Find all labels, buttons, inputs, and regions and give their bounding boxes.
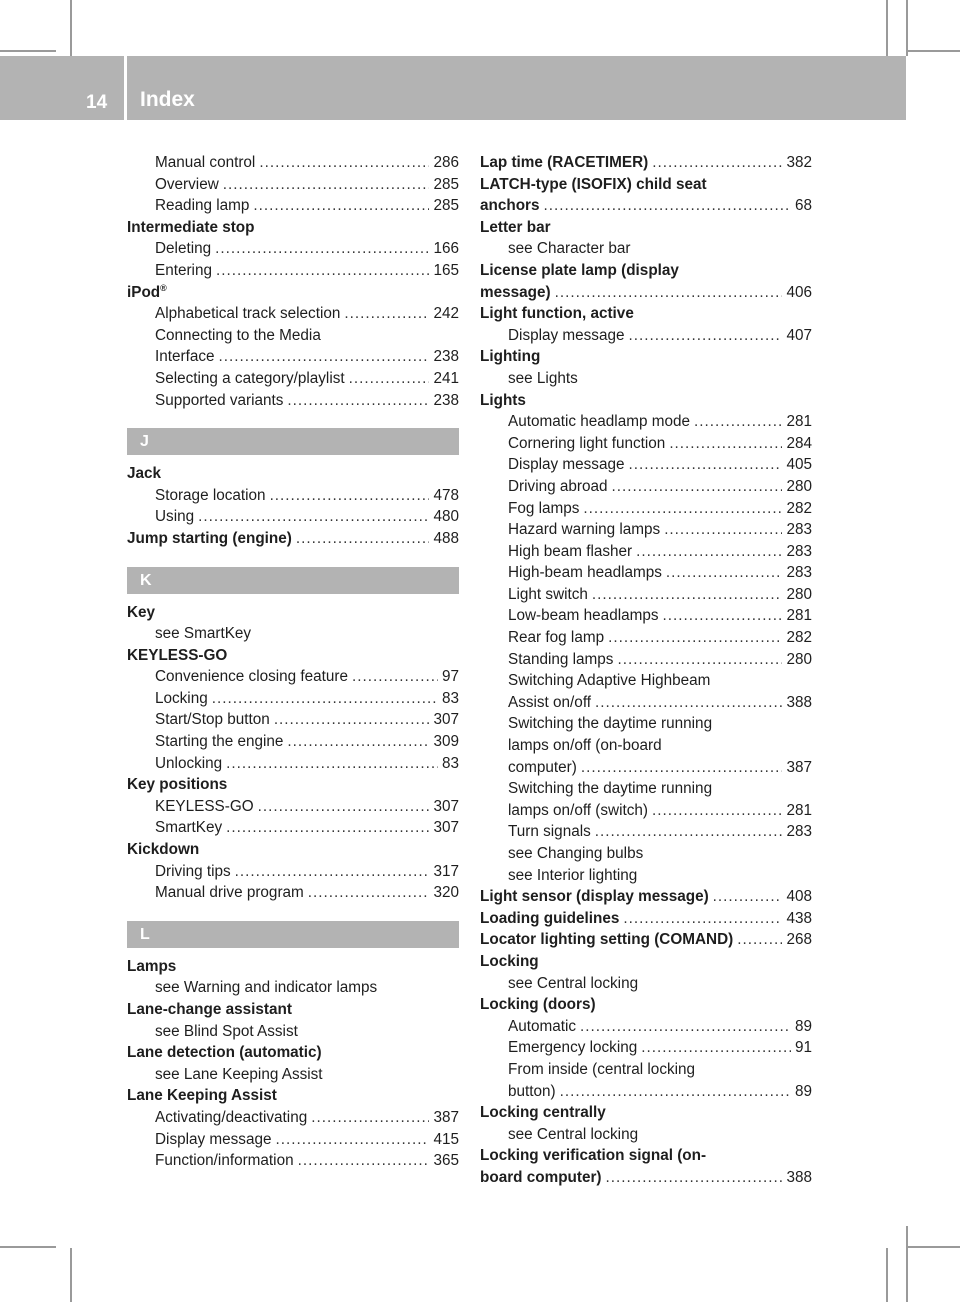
leader-dots xyxy=(198,506,429,528)
entry-page: 83 xyxy=(441,689,459,707)
entry-label: message) xyxy=(480,283,551,301)
entry-label: Locking xyxy=(155,689,208,707)
entry-page: 480 xyxy=(433,508,459,526)
leader-dots xyxy=(344,303,429,325)
entry-label: Function/information xyxy=(155,1152,294,1170)
leader-dots xyxy=(628,454,782,476)
entry-label: Low-beam headlamps xyxy=(508,607,659,625)
index-heading: Key xyxy=(127,603,156,621)
leader-dots xyxy=(560,1081,791,1103)
entry-label: Entering xyxy=(155,261,212,279)
index-entry[interactable] xyxy=(480,757,812,779)
index-entry[interactable] xyxy=(480,152,812,174)
header-separator xyxy=(124,56,127,120)
index-entry[interactable] xyxy=(127,861,459,883)
index-entry[interactable] xyxy=(480,692,812,714)
entry-label: button) xyxy=(508,1082,556,1100)
entry-label: Assist on/off xyxy=(508,693,592,711)
index-entry[interactable] xyxy=(480,195,812,217)
leader-dots xyxy=(253,195,429,217)
entry-page: 307 xyxy=(433,819,459,837)
index-column-left xyxy=(127,152,459,1172)
index-entry-text: Switching the daytime running xyxy=(508,780,713,798)
index-entry[interactable] xyxy=(127,368,459,390)
crop-mark xyxy=(906,1246,960,1248)
entry-label: Jump starting (engine) xyxy=(127,529,292,547)
entry-page: 285 xyxy=(433,175,459,193)
index-heading: Jack xyxy=(127,465,162,483)
entry-page: 283 xyxy=(786,542,812,560)
index-heading: Intermediate stop xyxy=(127,218,255,236)
index-entry[interactable] xyxy=(480,1081,812,1103)
leader-dots xyxy=(298,1150,430,1172)
entry-page: 406 xyxy=(786,283,812,301)
index-entry[interactable] xyxy=(127,666,459,688)
index-entry[interactable] xyxy=(127,731,459,753)
entry-page: 286 xyxy=(433,154,459,171)
index-entry[interactable] xyxy=(127,303,459,325)
leader-dots xyxy=(555,282,783,304)
index-entry[interactable] xyxy=(127,506,459,528)
entry-page: 97 xyxy=(441,668,459,686)
entry-label: Driving tips xyxy=(155,862,231,880)
entry-page: 238 xyxy=(433,348,459,366)
entry-page: 68 xyxy=(794,197,812,215)
entry-label: KEYLESS-GO xyxy=(155,797,254,815)
leader-dots xyxy=(617,649,782,671)
entry-page: 268 xyxy=(786,931,812,949)
entry-label: Reading lamp xyxy=(155,197,250,215)
leader-dots xyxy=(275,1129,429,1151)
entry-page: 488 xyxy=(433,529,459,547)
index-entry[interactable] xyxy=(127,709,459,731)
crop-mark xyxy=(906,50,960,52)
index-entry-text: Switching Adaptive Highbeam xyxy=(508,672,711,690)
index-heading: Lane Keeping Assist xyxy=(127,1087,277,1105)
leader-dots xyxy=(595,692,782,714)
entry-page: 166 xyxy=(433,240,459,258)
index-entry[interactable] xyxy=(127,1107,459,1129)
see-reference[interactable]: see Central locking xyxy=(508,974,639,992)
entry-label: Rear fog lamp xyxy=(508,629,605,647)
index-entry-text: Switching the daytime running xyxy=(508,715,713,733)
entry-page: 405 xyxy=(786,456,812,474)
index-column-right xyxy=(480,152,812,1189)
entry-label: High beam flasher xyxy=(508,542,633,560)
entry-page: 388 xyxy=(786,1168,812,1186)
section-title: Index xyxy=(140,88,195,111)
index-heading: Letter bar xyxy=(480,218,551,236)
leader-dots xyxy=(270,485,430,507)
entry-page: 280 xyxy=(786,585,812,603)
see-reference[interactable]: see Lane Keeping Assist xyxy=(155,1065,323,1083)
index-entry[interactable] xyxy=(480,433,812,455)
leader-dots xyxy=(713,886,783,908)
letter-bar-j: J xyxy=(127,428,459,455)
page-number: 14 xyxy=(86,92,108,113)
leader-dots xyxy=(544,195,791,217)
entry-page: 280 xyxy=(786,477,812,495)
index-entry[interactable] xyxy=(480,886,812,908)
leader-dots xyxy=(623,908,782,930)
leader-dots xyxy=(737,929,782,951)
leader-dots xyxy=(664,519,782,541)
entry-label: High-beam headlamps xyxy=(508,564,662,582)
index-entry[interactable] xyxy=(480,800,812,822)
leader-dots xyxy=(223,174,430,196)
see-reference[interactable]: see SmartKey xyxy=(155,625,252,643)
entry-page: 242 xyxy=(433,305,459,323)
entry-label: Starting the engine xyxy=(155,733,284,751)
index-entry[interactable] xyxy=(127,174,459,196)
index-entry[interactable] xyxy=(127,688,459,710)
leader-dots xyxy=(694,411,783,433)
leader-dots xyxy=(226,753,438,775)
entry-page: 165 xyxy=(433,261,459,279)
entry-page: 285 xyxy=(433,197,459,215)
entry-label: Automatic headlamp mode xyxy=(508,413,690,431)
leader-dots xyxy=(349,368,430,390)
index-heading: Kickdown xyxy=(127,841,200,859)
index-entry[interactable] xyxy=(127,1129,459,1151)
index-heading: Locking verification signal (on- xyxy=(480,1147,707,1165)
entry-page: 478 xyxy=(433,486,459,504)
entry-label: Cornering light function xyxy=(508,434,666,452)
crop-mark xyxy=(886,0,888,56)
entry-label: Unlocking xyxy=(155,754,223,772)
leader-dots xyxy=(274,709,430,731)
index-entry[interactable] xyxy=(480,325,812,347)
entry-label: Display message xyxy=(155,1130,272,1148)
index-entry[interactable] xyxy=(480,541,812,563)
registered-mark: ® xyxy=(160,282,167,293)
entry-page: 280 xyxy=(786,650,812,668)
index-heading: LATCH-type (ISOFIX) child seat xyxy=(480,175,707,193)
see-reference[interactable]: see Character bar xyxy=(508,240,631,258)
entry-label: Standing lamps xyxy=(508,650,614,668)
entry-label: computer) xyxy=(508,758,577,776)
index-entry[interactable] xyxy=(127,346,459,368)
index-entry[interactable] xyxy=(127,882,459,904)
entry-page: 309 xyxy=(433,733,459,751)
index-heading: Key positions xyxy=(127,776,228,794)
index-heading: Lighting xyxy=(480,348,541,366)
entry-page: 317 xyxy=(433,862,459,880)
leader-dots xyxy=(215,238,429,260)
leader-dots xyxy=(581,757,783,779)
leader-dots xyxy=(235,861,430,883)
entry-label: Light sensor (display message) xyxy=(480,888,709,906)
entry-page: 365 xyxy=(433,1152,459,1170)
leader-dots xyxy=(595,821,783,843)
leader-dots xyxy=(611,476,782,498)
index-heading: Lane detection (automatic) xyxy=(127,1044,322,1062)
index-entry[interactable] xyxy=(480,584,812,606)
entry-label: Light switch xyxy=(508,585,588,603)
entry-label: Overview xyxy=(155,175,219,193)
entry-label: Turn signals xyxy=(508,823,591,841)
index-entry[interactable] xyxy=(480,411,812,433)
index-entry[interactable] xyxy=(127,1150,459,1172)
index-entry[interactable] xyxy=(480,562,812,584)
leader-dots xyxy=(311,1107,429,1129)
index-entry[interactable] xyxy=(480,476,812,498)
entry-label: Selecting a category/playlist xyxy=(155,369,345,387)
entry-page: 281 xyxy=(786,607,812,625)
leader-dots xyxy=(663,605,783,627)
leader-dots xyxy=(628,325,782,347)
entry-page: 283 xyxy=(786,823,812,841)
index-entry[interactable] xyxy=(127,260,459,282)
index-entry[interactable] xyxy=(480,929,812,951)
index-entry-text: From inside (central locking xyxy=(508,1060,696,1078)
entry-label: Storage location xyxy=(155,486,266,504)
index-entry[interactable] xyxy=(480,821,812,843)
entry-page: 307 xyxy=(433,797,459,815)
crop-mark xyxy=(70,0,72,56)
entry-label: Activating/deactivating xyxy=(155,1108,308,1126)
leader-dots xyxy=(219,346,430,368)
entry-label: Manual drive program xyxy=(155,884,304,902)
index-entry[interactable] xyxy=(480,908,812,930)
index-heading xyxy=(127,282,459,304)
index-heading: Lights xyxy=(480,391,526,409)
entry-page: 282 xyxy=(786,499,812,517)
index-entry[interactable] xyxy=(127,817,459,839)
leader-dots xyxy=(608,627,782,649)
index-entry[interactable] xyxy=(480,649,812,671)
see-reference[interactable]: see Interior lighting xyxy=(508,866,638,884)
entry-page: 415 xyxy=(433,1130,459,1148)
entry-page: 89 xyxy=(794,1082,812,1100)
leader-dots xyxy=(592,584,783,606)
entry-label: Alphabetical track selection xyxy=(155,305,341,323)
leader-dots xyxy=(583,498,782,520)
leader-dots xyxy=(212,688,438,710)
crop-mark xyxy=(906,1226,908,1302)
index-entry[interactable] xyxy=(480,1016,812,1038)
entry-page: 283 xyxy=(786,521,812,539)
entry-page: 281 xyxy=(786,413,812,431)
leader-dots xyxy=(669,433,782,455)
entry-label: board computer) xyxy=(480,1168,602,1186)
entry-page: 282 xyxy=(786,629,812,647)
entry-page: 281 xyxy=(786,801,812,819)
index-entry[interactable] xyxy=(127,796,459,818)
leader-dots xyxy=(287,731,429,753)
entry-page: 388 xyxy=(786,693,812,711)
index-entry[interactable] xyxy=(127,195,459,217)
entry-page: 83 xyxy=(441,754,459,772)
entry-page: 238 xyxy=(433,391,459,409)
entry-label: Fog lamps xyxy=(508,499,580,517)
entry-page: 408 xyxy=(786,888,812,906)
crop-mark xyxy=(886,1248,888,1302)
letter-bar-k: K xyxy=(127,567,459,594)
leader-dots xyxy=(287,390,429,412)
index-entry[interactable] xyxy=(127,528,459,550)
entry-page: 438 xyxy=(786,909,812,927)
entry-label: Convenience closing feature xyxy=(155,668,349,686)
entry-page: 387 xyxy=(786,758,812,776)
entry-label: Driving abroad xyxy=(508,477,608,495)
leader-dots xyxy=(652,800,782,822)
leader-dots xyxy=(636,541,782,563)
entry-label: Manual control xyxy=(155,154,256,171)
index-entry[interactable] xyxy=(480,1167,812,1189)
leader-dots xyxy=(216,260,429,282)
index-heading: Light function, active xyxy=(480,305,634,323)
leader-dots xyxy=(258,796,430,818)
index-entry[interactable] xyxy=(480,1037,812,1059)
entry-page: 284 xyxy=(786,434,812,452)
leader-dots xyxy=(352,666,438,688)
index-entry-text: lamps on/off (on-board xyxy=(508,737,662,755)
index-heading: Locking centrally xyxy=(480,1104,606,1122)
index-entry[interactable] xyxy=(480,454,812,476)
entry-page: 283 xyxy=(786,564,812,582)
heading-label: iPod xyxy=(127,283,161,301)
index-heading: License plate lamp (display xyxy=(480,261,679,279)
index-heading: Lamps xyxy=(127,957,177,975)
entry-label: Using xyxy=(155,508,195,526)
entry-label: Automatic xyxy=(508,1017,577,1035)
index-heading: Locking (doors) xyxy=(480,996,596,1014)
index-entry[interactable] xyxy=(127,238,459,260)
see-reference[interactable]: see Blind Spot Assist xyxy=(155,1022,298,1040)
entry-label: Interface xyxy=(155,348,215,366)
entry-page: 407 xyxy=(786,326,812,344)
entry-label: Locator lighting setting (COMAND) xyxy=(480,931,734,949)
leader-dots xyxy=(226,817,429,839)
index-entry[interactable] xyxy=(127,485,459,507)
entry-page: 89 xyxy=(794,1017,812,1035)
index-entry[interactable] xyxy=(480,498,812,520)
index-heading: Lane-change assistant xyxy=(127,1001,292,1018)
leader-dots xyxy=(652,152,782,174)
letter-bar-l: L xyxy=(127,921,459,948)
crop-mark xyxy=(70,1248,72,1302)
leader-dots xyxy=(308,882,430,904)
index-heading: Locking xyxy=(480,952,539,970)
see-reference[interactable]: see Warning and indicator lamps xyxy=(155,979,378,997)
entry-page: 241 xyxy=(433,369,459,387)
entry-label: Lap time (RACETIMER) xyxy=(480,154,649,171)
entry-page: 91 xyxy=(794,1039,812,1057)
entry-label: Hazard warning lamps xyxy=(508,521,661,539)
entry-label: Display message xyxy=(508,326,625,344)
crop-mark xyxy=(0,50,56,52)
leader-dots xyxy=(641,1037,791,1059)
leader-dots xyxy=(666,562,783,584)
entry-label: Loading guidelines xyxy=(480,909,620,927)
leader-dots xyxy=(259,152,429,174)
see-reference[interactable]: see Changing bulbs xyxy=(508,845,644,862)
index-entry[interactable] xyxy=(480,519,812,541)
leader-dots xyxy=(296,528,430,550)
entry-label: anchors xyxy=(480,197,540,215)
index-entry[interactable] xyxy=(480,605,812,627)
entry-label: Supported variants xyxy=(155,391,284,409)
index-entry-text: Connecting to the Media xyxy=(155,326,321,344)
index-entry[interactable] xyxy=(480,282,812,304)
crop-mark xyxy=(906,0,908,56)
leader-dots xyxy=(580,1016,791,1038)
entry-label: SmartKey xyxy=(155,819,223,837)
index-entry[interactable] xyxy=(127,390,459,412)
see-reference[interactable]: see Central locking xyxy=(508,1125,639,1143)
leader-dots xyxy=(606,1167,783,1189)
crop-mark xyxy=(0,1246,56,1248)
entry-page: 387 xyxy=(433,1108,459,1126)
index-entry[interactable] xyxy=(127,152,459,174)
index-entry[interactable] xyxy=(480,627,812,649)
entry-label: Start/Stop button xyxy=(155,711,270,729)
header-band xyxy=(0,56,906,120)
entry-page: 382 xyxy=(786,154,812,171)
index-entry[interactable] xyxy=(127,753,459,775)
see-reference[interactable]: see Lights xyxy=(508,369,578,387)
entry-label: lamps on/off (switch) xyxy=(508,801,648,819)
entry-page: 320 xyxy=(433,884,459,902)
entry-page: 307 xyxy=(433,711,459,729)
index-heading: KEYLESS-GO xyxy=(127,646,228,664)
entry-label: Emergency locking xyxy=(508,1039,638,1057)
entry-label: Deleting xyxy=(155,240,212,258)
entry-label: Display message xyxy=(508,456,625,474)
